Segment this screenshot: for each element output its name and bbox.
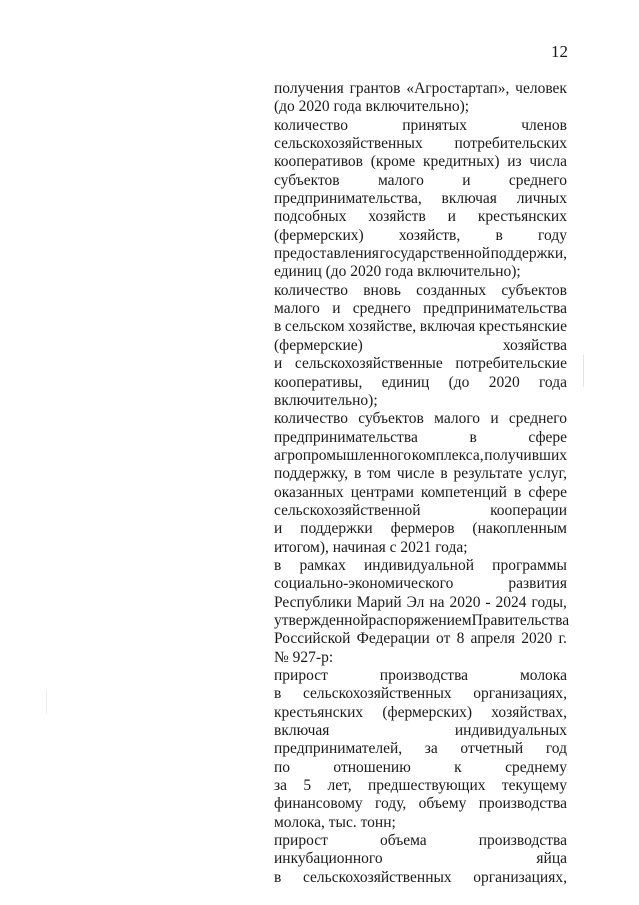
text-line [274, 704, 567, 722]
word: утвержденной [274, 611, 369, 629]
text-line [274, 227, 567, 245]
word: кооперации [490, 501, 567, 519]
text-line [274, 869, 567, 887]
word: в [513, 483, 522, 501]
word: в [274, 556, 282, 574]
word: единиц [381, 373, 430, 391]
text-line [274, 502, 567, 520]
word: производства [478, 832, 567, 850]
word: от [436, 630, 451, 648]
word: отношению [333, 758, 411, 776]
word: подсобных [274, 208, 347, 226]
word: яйца [536, 850, 567, 868]
word: из [507, 153, 522, 171]
word: членов [521, 116, 567, 134]
word: субъектов [358, 410, 424, 428]
word: государственной [379, 245, 490, 263]
word: 5 [303, 777, 312, 795]
word: крестьянских [477, 208, 567, 226]
word: и [274, 355, 283, 373]
word: объема [379, 832, 427, 850]
word: и [332, 300, 341, 318]
text-line [274, 429, 567, 447]
word: количество [274, 410, 348, 428]
word: крестьянские [478, 318, 567, 336]
word: субъектов [501, 281, 567, 299]
word: среднего [508, 410, 567, 428]
word: г. [558, 630, 567, 648]
word: предоставления [274, 245, 379, 263]
text-line [274, 245, 567, 263]
word: предпринимательства [274, 428, 418, 446]
word: потребительские [455, 355, 567, 373]
text-line [274, 722, 567, 740]
word: оказанных [274, 483, 344, 501]
text-line [274, 832, 567, 850]
text-line: включительно); [274, 391, 378, 409]
word: поддержки, [490, 245, 567, 263]
word: в [274, 868, 282, 886]
word: числа [529, 153, 567, 171]
word: (кроме [370, 153, 416, 171]
word: включая [274, 722, 330, 740]
text-line [274, 575, 567, 593]
word: поддержку, [274, 465, 349, 483]
word: сельскохозяйственных [274, 135, 423, 153]
word: среднему [505, 758, 567, 776]
word: распоряжением [368, 611, 472, 629]
text-line: № 927-р: [274, 648, 334, 666]
word: за [274, 777, 288, 795]
text-line [274, 153, 567, 171]
word: кредитных) [423, 153, 500, 171]
word: предпринимательства, [274, 190, 422, 208]
word: году, [375, 795, 407, 813]
word: включая [419, 318, 476, 336]
word: (до [448, 373, 470, 391]
text-line: единиц (до 2020 года включительно); [274, 263, 521, 281]
word: 2024 [495, 593, 527, 611]
word: в [469, 428, 477, 446]
word: том [367, 465, 391, 483]
word: количество [274, 281, 348, 299]
word: принятых [402, 116, 467, 134]
word: Российской [274, 630, 351, 648]
word: и [490, 410, 499, 428]
word: результате [453, 465, 523, 483]
word: хозяйстве, [348, 318, 417, 336]
word: вновь [363, 281, 401, 299]
word: агропромышленного [274, 446, 412, 464]
word: малого [274, 300, 320, 318]
word: хозяйств [368, 208, 426, 226]
text-line [274, 850, 567, 868]
word: малого [434, 410, 481, 428]
word: количество [274, 116, 348, 134]
word: услуг, [528, 465, 567, 483]
word: сельскохозяйственной [274, 501, 421, 519]
word: прирост [274, 667, 328, 684]
text-line [274, 465, 567, 483]
word: году [538, 226, 567, 244]
word: «Агростартап», [406, 80, 510, 97]
word: программы [492, 556, 567, 574]
word: к [454, 758, 462, 776]
word: социально-экономического [274, 575, 454, 593]
word: в [274, 685, 282, 703]
word: финансовому [274, 795, 363, 813]
word: и [274, 520, 283, 538]
word: (фермерские) [274, 336, 363, 354]
word: поддержки [300, 520, 373, 538]
word: рамках [299, 556, 346, 574]
word: производства [379, 667, 469, 684]
word: года [538, 373, 567, 391]
text-line [274, 447, 567, 465]
word: - [485, 593, 491, 611]
word: индивидуальных [454, 722, 567, 740]
word: (накопленным [472, 520, 567, 538]
text-line [274, 795, 567, 813]
text-line [274, 685, 567, 703]
text-line [274, 318, 567, 336]
text-line [274, 190, 567, 208]
word: грантов [349, 80, 401, 97]
word: предшествующих [367, 777, 486, 795]
word: Марий [356, 593, 402, 611]
word: сельскохозяйственных [302, 685, 452, 703]
word: субъектов [274, 171, 340, 189]
word: в [353, 465, 362, 483]
word: по [274, 758, 291, 776]
text-line [274, 520, 567, 538]
word: в [274, 318, 282, 336]
word: центрами [350, 483, 414, 501]
word: человек [515, 80, 567, 97]
text-line [274, 410, 567, 428]
word: организациях, [473, 868, 567, 886]
text-line [274, 117, 567, 135]
word: Правительства [471, 611, 570, 629]
word: развития [508, 575, 567, 593]
text-line [274, 282, 567, 300]
word: 2020 [488, 373, 520, 391]
word: организациях, [473, 685, 567, 703]
word: объему [418, 795, 467, 813]
text-line [274, 355, 567, 373]
word: Федерации [356, 630, 430, 648]
word: 8 [456, 630, 465, 648]
text-line [274, 630, 567, 648]
scan-mark [583, 355, 584, 387]
text-line: (до 2020 года включительно); [274, 98, 470, 116]
word: 2020 [449, 593, 481, 611]
word: числе [396, 465, 435, 483]
word: лет, [327, 777, 352, 795]
word: инкубационного [274, 850, 383, 868]
word: предпринимателей, [274, 740, 403, 758]
text-line [274, 557, 567, 575]
text-line [274, 208, 567, 226]
word: крестьянских [274, 703, 364, 721]
text-line [274, 667, 567, 685]
word: фермеров [390, 520, 455, 538]
word: кооперативов [274, 153, 363, 171]
word: Эл [406, 593, 425, 611]
word: и [447, 208, 456, 226]
word: на [429, 593, 445, 611]
word: годы, [531, 593, 567, 611]
word: в [495, 226, 503, 244]
text-line [274, 135, 567, 153]
text-line [274, 759, 567, 777]
word: сфере [528, 483, 567, 501]
word: сельскохозяйственных [302, 868, 452, 886]
word: Республики [274, 593, 352, 611]
text-line [274, 777, 567, 795]
page-number: 12 [551, 42, 568, 61]
text-line [274, 594, 567, 612]
word: сельском [284, 318, 345, 336]
text-line [274, 337, 567, 355]
text-line [274, 611, 570, 630]
word: молока [519, 667, 567, 684]
word: сельскохозяйственные [294, 355, 443, 373]
word: 2020 [521, 630, 553, 648]
word: предпринимательства [423, 300, 567, 318]
text-line [274, 172, 567, 190]
text-line [274, 300, 567, 318]
word: получения [274, 80, 344, 97]
text-line [274, 374, 567, 392]
word: потребительских [454, 135, 567, 153]
word: отчетный [460, 740, 524, 758]
word: прирост [274, 832, 328, 850]
text-line: итогом), начиная с 2021 года; [274, 538, 468, 556]
word: и [462, 171, 471, 189]
word: хозяйствах, [491, 703, 567, 721]
text-line: молока, тыс. тонн; [274, 813, 396, 831]
text-line [274, 484, 567, 502]
word: производства [478, 795, 567, 813]
word: (фермерских) [274, 226, 364, 244]
word: кооперативы, [274, 373, 363, 391]
text-line [274, 740, 567, 758]
word: текущему [501, 777, 567, 795]
word: малого [377, 171, 424, 189]
word: хозяйств, [398, 226, 461, 244]
word: компетенций [420, 483, 507, 501]
word: за [424, 740, 438, 758]
word: получивших [484, 446, 567, 464]
word: апреля [470, 630, 516, 648]
word: год [545, 740, 567, 758]
word: комплекса, [411, 446, 484, 464]
document-body [274, 80, 570, 887]
word: включая [441, 190, 497, 208]
text-line [274, 80, 567, 98]
word: индивидуальной [364, 556, 474, 574]
word: в [440, 465, 448, 483]
word: сфере [528, 428, 567, 446]
scan-mark [46, 690, 47, 714]
word: хозяйства [502, 336, 567, 354]
word: (фермерских) [382, 703, 473, 721]
word: среднего [508, 171, 567, 189]
word: личных [516, 190, 567, 208]
word: среднего [352, 300, 411, 318]
word: созданных [416, 281, 487, 299]
